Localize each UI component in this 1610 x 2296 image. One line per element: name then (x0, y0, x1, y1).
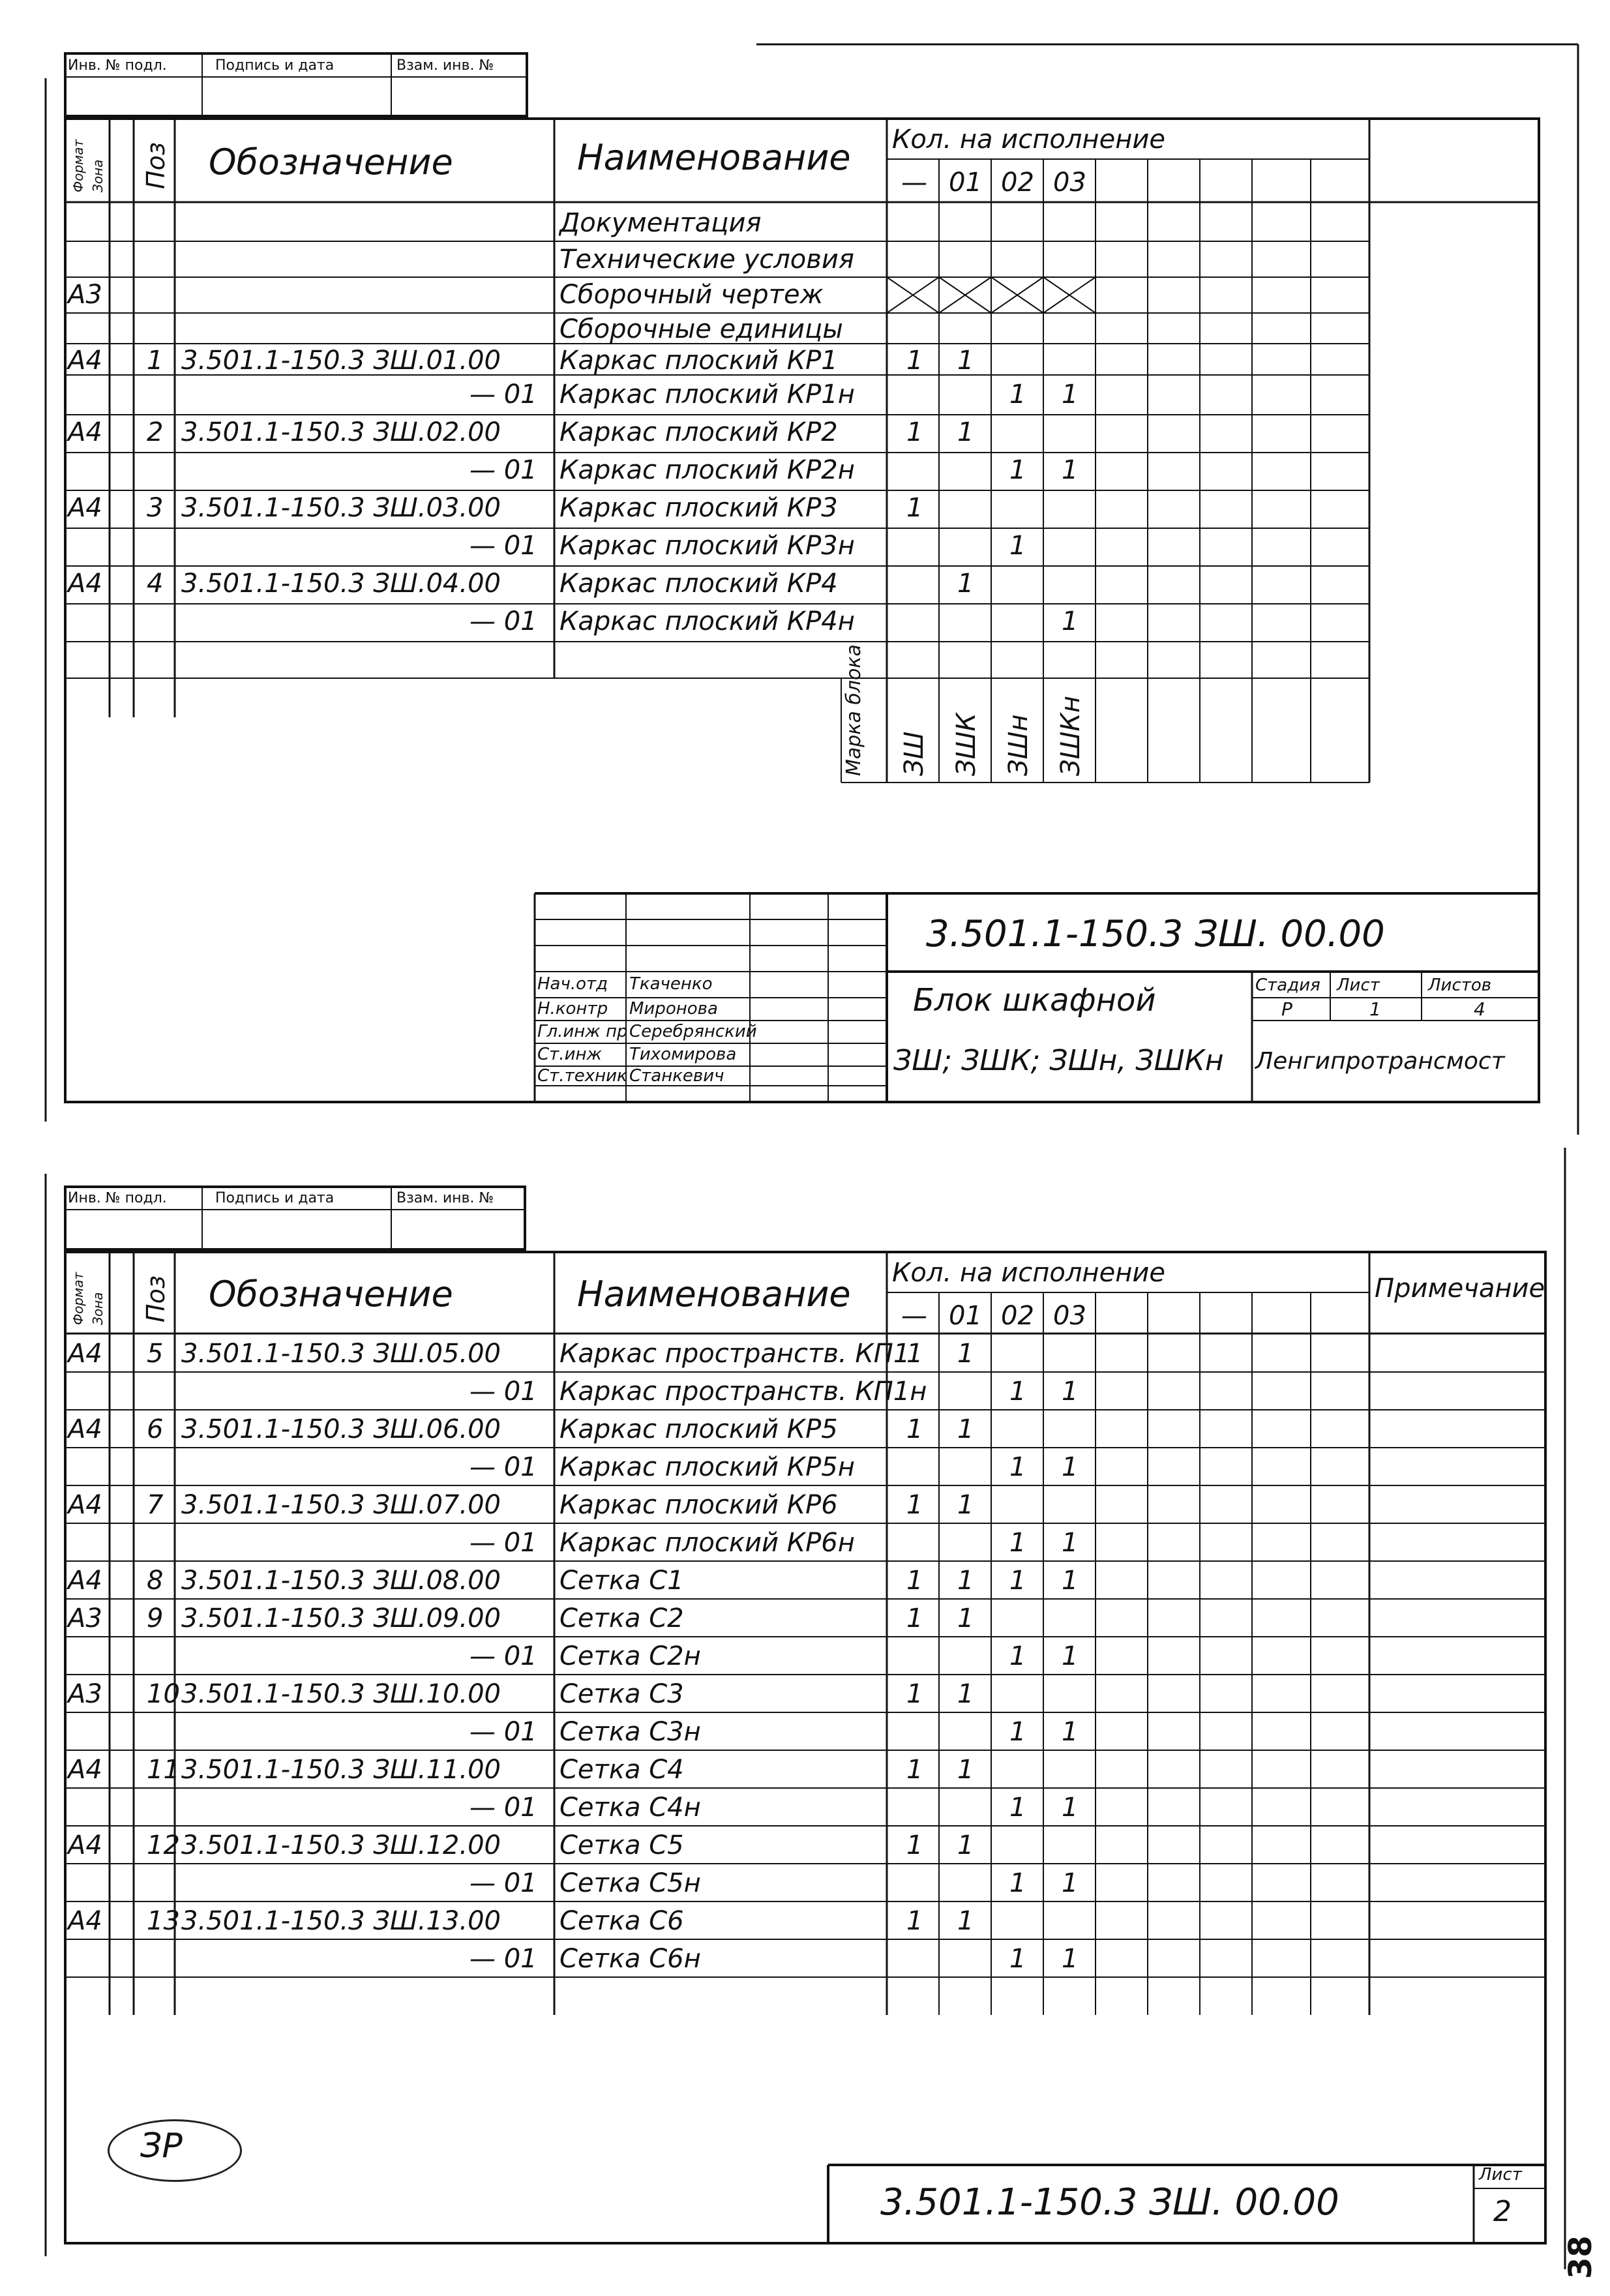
variant-header-0: — (901, 1301, 927, 1331)
variant-header-1: 01 (949, 168, 982, 198)
row-designation: 3.501.1-150.3 ЗШ.06.00 (181, 1414, 501, 1444)
row-qty-0: 1 (906, 1339, 923, 1369)
stage-label: Стадия (1255, 976, 1320, 995)
row-name: Сетка С2н (559, 1641, 701, 1671)
row-designation: 3.501.1-150.3 ЗШ.10.00 (181, 1679, 501, 1709)
title-block-title-1: Блок шкафной (913, 982, 1156, 1019)
row-position: 1 (147, 346, 164, 376)
row-qty-0: 1 (906, 346, 923, 376)
col-zone-header: Зона (90, 1292, 106, 1325)
row-name: Каркас плоский КР3 (559, 493, 838, 523)
row-qty-3: 1 (1062, 455, 1079, 485)
row-designation: — 01 (470, 455, 537, 485)
row-name: Каркас плоский КР6н (559, 1528, 855, 1558)
row-qty-2: 1 (1009, 1793, 1026, 1823)
row-qty-0: 1 (906, 417, 923, 447)
row-position: 12 (147, 1830, 180, 1860)
row-name: Каркас пространств. КП1 (559, 1339, 910, 1369)
row-position: 7 (147, 1490, 164, 1520)
row-qty-3: 1 (1062, 1528, 1079, 1558)
row-name: Сборочный чертеж (559, 280, 824, 310)
title-block-title-2: ЗШ; ЗШК; ЗШн, ЗШКн (893, 1044, 1224, 1077)
row-designation: 3.501.1-150.3 ЗШ.04.00 (181, 569, 501, 599)
signature-name: Тихомирова (629, 1045, 737, 1064)
row-qty-3: 1 (1062, 1452, 1079, 1482)
stage-value: Р (1281, 998, 1292, 1020)
row-qty-2: 1 (1009, 1868, 1026, 1898)
block-mark-1: ЗШК (951, 713, 981, 776)
row-designation: — 01 (470, 1944, 537, 1974)
row-qty-1: 1 (957, 1755, 974, 1785)
row-designation: 3.501.1-150.3 ЗШ.02.00 (181, 417, 501, 447)
col-format-header: Формат (70, 1272, 86, 1325)
row-format: А4 (68, 1339, 102, 1369)
block-mark-2: ЗШн (1004, 714, 1034, 776)
row-name: Каркас плоский КР2 (559, 417, 838, 447)
page-number: 38 (1562, 2235, 1599, 2279)
row-designation: 3.501.1-150.3 ЗШ.03.00 (181, 493, 501, 523)
row-position: 4 (147, 569, 164, 599)
row-name: Сетка С3н (559, 1717, 701, 1747)
stamp-repl-label: Взам. инв. № (396, 57, 494, 74)
row-designation: — 01 (470, 531, 537, 561)
row-qty-0: 1 (906, 1679, 923, 1709)
row-position: 6 (147, 1414, 164, 1444)
row-designation: 3.501.1-150.3 ЗШ.01.00 (181, 346, 501, 376)
col-pos-header: Поз (142, 1275, 170, 1322)
sheet-2-grid (0, 1148, 1610, 2296)
row-qty-3: 1 (1062, 1793, 1079, 1823)
row-format: А4 (68, 1414, 102, 1444)
row-qty-1: 1 (957, 417, 974, 447)
row-qty-2: 1 (1009, 1944, 1026, 1974)
row-name: Документация (559, 208, 762, 238)
row-designation: — 01 (470, 1377, 537, 1407)
block-mark-3: ЗШКн (1056, 696, 1086, 776)
row-qty-3: 1 (1062, 1868, 1079, 1898)
row-format: А4 (68, 346, 102, 376)
signature-role: Гл.инж пр (537, 1022, 628, 1041)
variant-header-0: — (901, 168, 927, 198)
footer-sheet-value: 2 (1493, 2195, 1512, 2228)
footer-code: 3.501.1-150.3 ЗШ. 00.00 (880, 2181, 1339, 2224)
stamp-inv-label: Инв. № подл. (68, 1190, 167, 1206)
row-format: А3 (68, 1679, 102, 1709)
block-mark-label: Марка блока (842, 644, 865, 776)
row-qty-1: 1 (957, 1566, 974, 1596)
variant-header-2: 02 (1001, 168, 1034, 198)
row-name: Технические условия (559, 245, 854, 275)
row-designation: — 01 (470, 1452, 537, 1482)
row-name: Каркас плоский КР2н (559, 455, 855, 485)
row-position: 2 (147, 417, 164, 447)
row-designation: 3.501.1-150.3 ЗШ.05.00 (181, 1339, 501, 1369)
signature-name: Ткаченко (629, 974, 713, 994)
row-designation: — 01 (470, 1868, 537, 1898)
row-qty-0: 1 (906, 1603, 923, 1633)
variant-header-3: 03 (1053, 1301, 1086, 1331)
row-qty-0: 1 (906, 1830, 923, 1860)
row-format: А4 (68, 1566, 102, 1596)
row-qty-1: 1 (957, 346, 974, 376)
signature-role: Ст.инж (537, 1045, 602, 1064)
row-position: 10 (147, 1679, 180, 1709)
row-name: Каркас пространств. КП1н (559, 1377, 927, 1407)
row-format: А4 (68, 417, 102, 447)
row-qty-2: 1 (1009, 1377, 1026, 1407)
row-name: Каркас плоский КР4н (559, 606, 855, 636)
row-format: А3 (68, 1603, 102, 1633)
row-qty-3: 1 (1062, 1641, 1079, 1671)
row-qty-3: 1 (1062, 606, 1079, 636)
row-position: 5 (147, 1339, 164, 1369)
row-qty-1: 1 (957, 1830, 974, 1860)
row-name: Каркас плоский КР5 (559, 1414, 838, 1444)
col-qty-header: Кол. на исполнение (892, 1258, 1165, 1288)
signature-name: Миронова (629, 999, 718, 1019)
footer-sheet-label: Лист (1479, 2165, 1522, 2184)
col-pos-header: Поз (142, 142, 170, 189)
stamp-sign-label: Подпись и дата (215, 1190, 335, 1206)
row-qty-1: 1 (957, 1414, 974, 1444)
sheet-value: 1 (1369, 998, 1381, 1020)
row-name: Сетка С4н (559, 1793, 701, 1823)
row-name: Каркас плоский КР1 (559, 346, 838, 376)
signature-role: Н.контр (537, 999, 608, 1019)
row-format: А4 (68, 1490, 102, 1520)
row-format: А4 (68, 1906, 102, 1936)
row-name: Каркас плоский КР5н (559, 1452, 855, 1482)
row-qty-3: 1 (1062, 1717, 1079, 1747)
row-qty-3: 1 (1062, 380, 1079, 410)
variant-header-2: 02 (1001, 1301, 1034, 1331)
row-designation: — 01 (470, 1793, 537, 1823)
row-name: Каркас плоский КР1н (559, 380, 855, 410)
row-position: 11 (147, 1755, 180, 1785)
row-name: Сетка С3 (559, 1679, 684, 1709)
row-designation: 3.501.1-150.3 ЗШ.11.00 (181, 1755, 501, 1785)
block-mark-0: ЗШ (899, 731, 929, 776)
row-designation: 3.501.1-150.3 ЗШ.07.00 (181, 1490, 501, 1520)
title-block-code: 3.501.1-150.3 ЗШ. 00.00 (926, 913, 1385, 955)
row-qty-2: 1 (1009, 1566, 1026, 1596)
row-name: Каркас плоский КР4 (559, 569, 838, 599)
row-name: Сетка С6н (559, 1944, 701, 1974)
row-qty-0: 1 (906, 1566, 923, 1596)
row-designation: 3.501.1-150.3 ЗШ.09.00 (181, 1603, 501, 1633)
row-name: Сетка С4 (559, 1755, 684, 1785)
row-name: Сетка С2 (559, 1603, 684, 1633)
row-qty-1: 1 (957, 569, 974, 599)
row-qty-2: 1 (1009, 455, 1026, 485)
stamp-sign-label: Подпись и дата (215, 57, 335, 74)
row-format: А4 (68, 569, 102, 599)
row-qty-3: 1 (1062, 1944, 1079, 1974)
row-designation: — 01 (470, 1641, 537, 1671)
sheet-label: Лист (1337, 976, 1380, 995)
row-qty-2: 1 (1009, 531, 1026, 561)
col-designation-header: Обозначение (209, 1274, 453, 1315)
row-qty-0: 1 (906, 1490, 923, 1520)
sheets-value: 4 (1474, 998, 1485, 1020)
sheet-2 (0, 1148, 1610, 2296)
row-format: А4 (68, 493, 102, 523)
row-qty-2: 1 (1009, 1641, 1026, 1671)
row-designation: 3.501.1-150.3 ЗШ.12.00 (181, 1830, 501, 1860)
row-position: 3 (147, 493, 164, 523)
row-format: А4 (68, 1755, 102, 1785)
row-format: А4 (68, 1830, 102, 1860)
col-format-header: Формат (70, 139, 86, 192)
row-qty-0: 1 (906, 1414, 923, 1444)
row-qty-2: 1 (1009, 1528, 1026, 1558)
col-qty-header: Кол. на исполнение (892, 125, 1165, 155)
col-note-header: Примечание (1375, 1274, 1545, 1304)
col-designation-header: Обозначение (209, 142, 453, 183)
row-designation: — 01 (470, 606, 537, 636)
organization: Ленгипротрансмост (1255, 1048, 1505, 1075)
row-designation: — 01 (470, 1528, 537, 1558)
signature-name: Серебрянский (629, 1022, 757, 1041)
row-qty-2: 1 (1009, 380, 1026, 410)
row-qty-0: 1 (906, 1755, 923, 1785)
variant-header-1: 01 (949, 1301, 982, 1331)
stamp-inv-label: Инв. № подл. (68, 57, 167, 74)
row-qty-1: 1 (957, 1679, 974, 1709)
row-designation: 3.501.1-150.3 ЗШ.13.00 (181, 1906, 501, 1936)
col-name-header: Наименование (577, 1274, 851, 1315)
row-name: Сетка С1 (559, 1566, 684, 1596)
row-qty-3: 1 (1062, 1566, 1079, 1596)
row-name: Каркас плоский КР6 (559, 1490, 838, 1520)
row-designation: — 01 (470, 1717, 537, 1747)
row-qty-2: 1 (1009, 1717, 1026, 1747)
sheets-label: Листов (1428, 976, 1492, 995)
row-position: 13 (147, 1906, 180, 1936)
signature-role: Нач.отд (537, 974, 608, 994)
row-name: Сетка С5н (559, 1868, 701, 1898)
row-format: А3 (68, 280, 102, 310)
stamp-repl-label: Взам. инв. № (396, 1190, 494, 1206)
col-name-header: Наименование (577, 137, 851, 178)
row-designation: 3.501.1-150.3 ЗШ.08.00 (181, 1566, 501, 1596)
signature-name: Станкевич (629, 1066, 724, 1086)
row-qty-3: 1 (1062, 1377, 1079, 1407)
circled-stamp-text: ЗР (140, 2126, 183, 2166)
row-qty-0: 1 (906, 493, 923, 523)
row-designation: — 01 (470, 380, 537, 410)
row-name: Сетка С5 (559, 1830, 684, 1860)
row-name: Сетка С6 (559, 1906, 684, 1936)
variant-header-3: 03 (1053, 168, 1086, 198)
row-qty-2: 1 (1009, 1452, 1026, 1482)
row-qty-1: 1 (957, 1603, 974, 1633)
row-position: 8 (147, 1566, 164, 1596)
row-qty-1: 1 (957, 1490, 974, 1520)
row-name: Сборочные единицы (559, 314, 843, 344)
row-position: 9 (147, 1603, 164, 1633)
row-name: Каркас плоский КР3н (559, 531, 855, 561)
signature-role: Ст.техник (537, 1066, 627, 1086)
col-zone-header: Зона (90, 159, 106, 192)
row-qty-0: 1 (906, 1906, 923, 1936)
row-qty-1: 1 (957, 1339, 974, 1369)
row-qty-1: 1 (957, 1906, 974, 1936)
